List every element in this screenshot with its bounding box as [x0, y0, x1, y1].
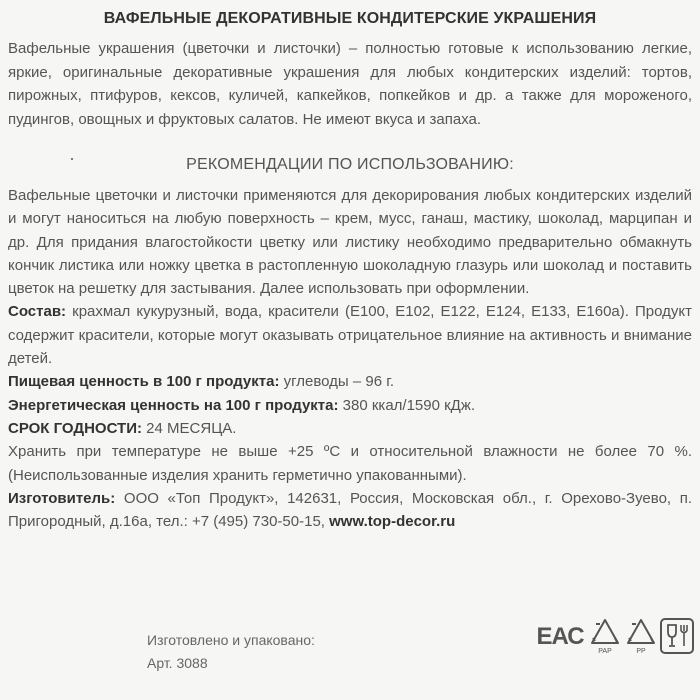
energy-value: 380 ккал/1590 кДж. — [342, 396, 476, 414]
pap-label: PAP — [598, 648, 612, 655]
made-packed-label: Изготовлено и упаковано: — [147, 632, 315, 648]
energy-label: Энергетическая ценность на 100 г продукта: — [8, 396, 339, 414]
energy-block — [8, 394, 692, 417]
manufacturer-value: ООО «Топ Продукт», 142631, Россия, Московская обл., г. Орехово-Зуево, п. Пригородный, д.16а, тел.: +7 (495) 730-50-15, — [8, 489, 692, 531]
food-safe-glass-fork-icon — [660, 618, 694, 654]
recycle-pp-icon — [624, 617, 658, 655]
manufacturer-label: Изготовитель: — [8, 489, 116, 507]
details-section — [8, 184, 692, 533]
composition-value: крахмал кукурузный, вода, красители (Е100, Е102, Е122, Е124, Е133, Е160а). Продукт содержит красители, которые могут оказывать отрицательное влияние на активность и внимание детей. — [8, 303, 692, 368]
eac-text: ЕАС — [536, 623, 584, 650]
eac-mark-icon — [536, 619, 584, 650]
manufacturer-block — [8, 487, 692, 534]
shelf-life-block — [8, 417, 692, 440]
nutrition-label: Пищевая ценность в 100 г продукта: — [8, 373, 280, 391]
page-title: ВАФЕЛЬНЫЕ ДЕКОРАТИВНЫЕ КОНДИТЕРСКИЕ УКРАШЕНИЯ — [103, 10, 597, 27]
article-number: Арт. 3088 — [147, 655, 208, 671]
composition-block — [8, 300, 692, 370]
composition-label: Состав: — [8, 303, 67, 321]
storage-text: Хранить при температуре не выше +25 ºС и относительной влажности не более 70 %. (Неиспользованные изделия хранить герметично упакованными). — [8, 443, 692, 484]
recommendations-text: Вафельные цветочки и листочки применяются для декорирования любых кондитерских изделий и могут наноситься на любую поверхность – крем, мусс, ганаш, мастику, шоколад, марципан и др. Для придания влагостойкости цветку или листику необходимо предварительно обмакнуть кончик листика или ножку цветка в растопленную шоколадную глазурь или шоколад и поставить цветок на решетку для застывания. Далее использовать при оформлении. — [8, 187, 692, 298]
intro-paragraph: Вафельные украшения (цветочки и листочки) – полностью готовые к использованию легкие, яркие, оригинальные декоративные украшения для любых кондитерских изделий: тортов, пирожных, птифуров, кексов, куличей, капкейков, попкейков и др. а также для мороженого, пудингов, овощных и фруктовых салатов. Не имеют вкуса и запаха. — [8, 40, 692, 128]
nutrition-block — [8, 370, 692, 393]
shelf-life-label: СРОК ГОДНОСТИ: — [8, 419, 142, 437]
pp-label: PP — [636, 648, 646, 655]
recommendations-heading: РЕКОМЕНДАЦИИ ПО ИСПОЛЬЗОВАНИЮ: — [186, 156, 514, 173]
website-link[interactable]: www.top-decor.ru — [329, 513, 456, 531]
shelf-life-value: 24 МЕСЯЦА. — [146, 419, 237, 437]
nutrition-value: углеводы – 96 г. — [283, 373, 395, 391]
recycle-pap-icon — [588, 617, 622, 655]
